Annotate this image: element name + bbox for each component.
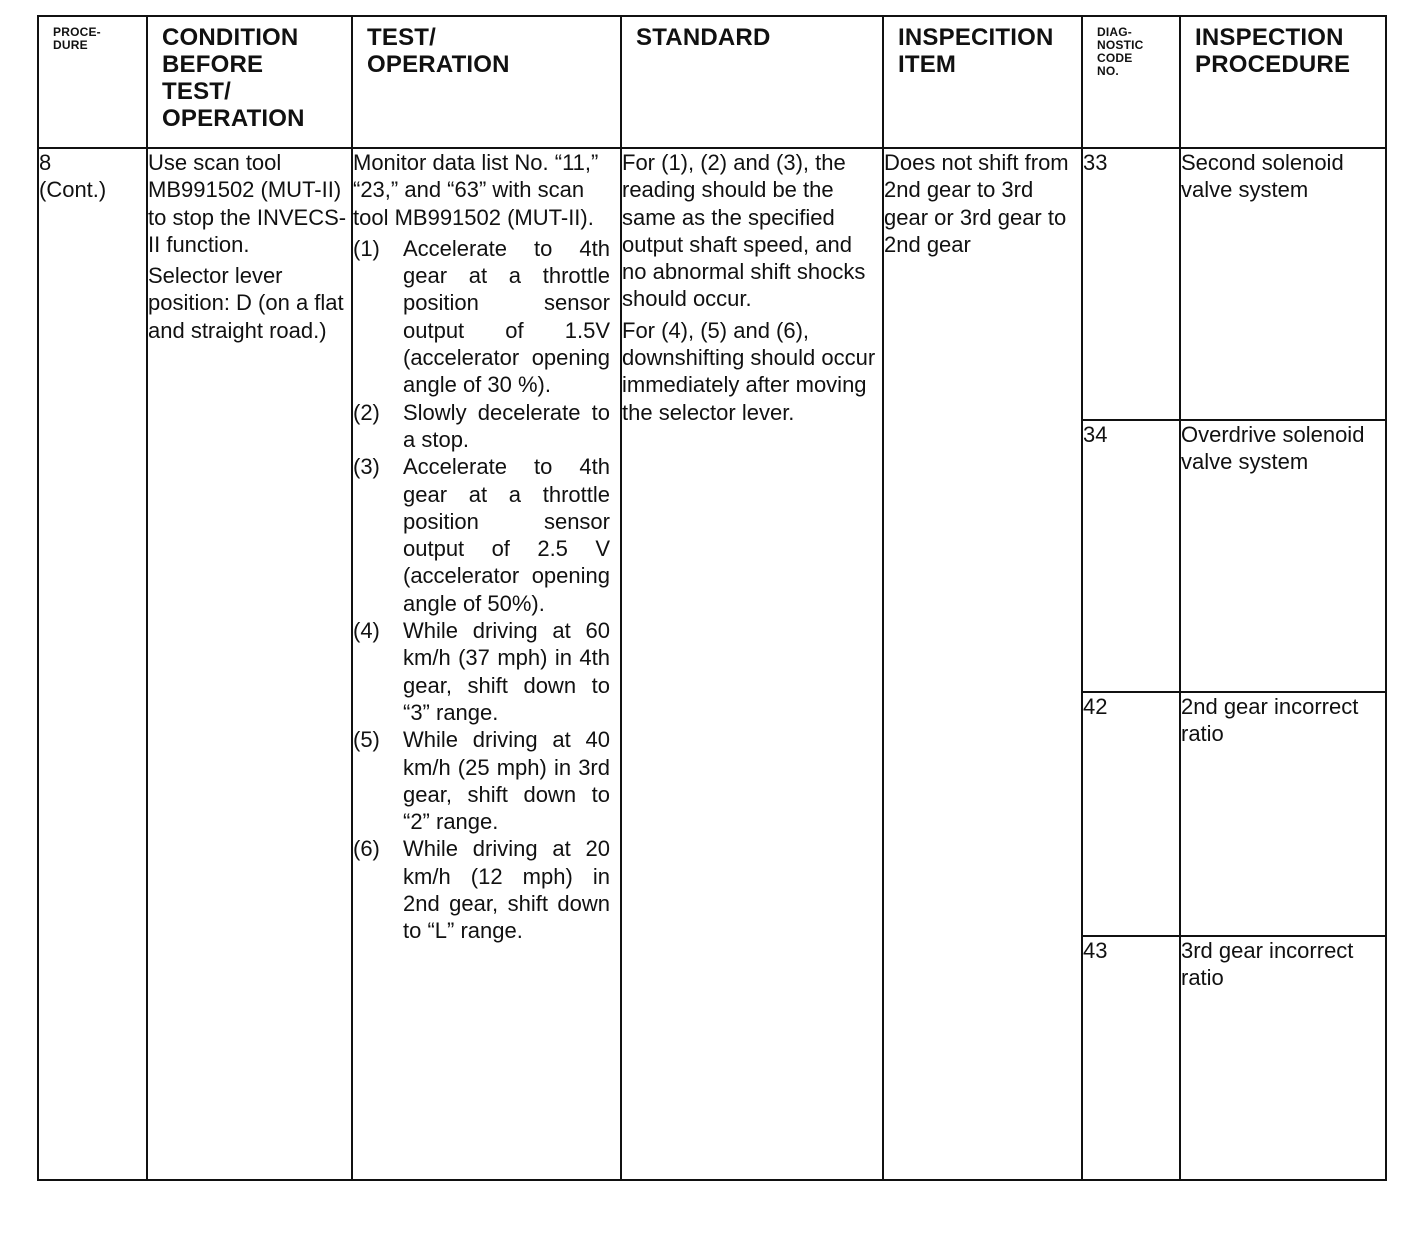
- diagnostic-code-cell: 42: [1082, 692, 1180, 936]
- header-condition: CONDITION BEFORE TEST/ OPERATION: [147, 16, 352, 148]
- test-steps-list: [353, 235, 620, 945]
- list-item: (6) While driving at 20 km/h (12 mph) in 2nd gear, shift down to “L” range.: [353, 836, 610, 944]
- header-test-operation: TEST/ OPERATION: [352, 16, 621, 148]
- list-item: (2) Slowly decelerate to a stop.: [353, 399, 610, 452]
- table-row: [38, 148, 1386, 420]
- procedure-number-cell: 8 (Cont.): [38, 148, 147, 1180]
- inspection-procedure-cell: 2nd gear incorrect ratio: [1180, 692, 1386, 936]
- diagnostic-code-cell: 34: [1082, 420, 1180, 692]
- header-row: [38, 16, 1386, 148]
- list-item: (1) Accelerate to 4th gear at a throttle position sensor output of 1.5V (accelerator opening angle of 30 %).: [353, 235, 610, 398]
- list-item: (5) While driving at 40 km/h (25 mph) in 3rd gear, shift down to “2” range.: [353, 727, 610, 835]
- inspection-item-cell: Does not shift from 2nd gear to 3rd gear or 3rd gear to 2nd gear: [883, 148, 1082, 1180]
- test-operation-cell: Monitor data list No. “11,” “23,” and “63” with scan tool MB991502 (MUT-II). (1) Accelerate to 4th gear at a throttle position sensor output of 1.5V (accelerator opening angle of 30 %). (2) Slowly decelerate to a stop. (3) Accelerate to 4th gear at a throttle position sensor output of 2.5 V (accelerator opening angle of 50%). (4) While driving at 60 km/h (37 mph) in 4th gear, shift down to “3” range. (5) While driving at 40 km/h (25 mph) in 3rd gear, shift down to “2” range. (6) While driving at 20 km/h (12 mph) in 2nd gear, shift down to “L” range.: [352, 148, 621, 1180]
- diagnostic-code-cell: 43: [1082, 936, 1180, 1180]
- inspection-procedure-cell: 3rd gear incorrect ratio: [1180, 936, 1386, 1180]
- diagnostic-code-cell: 33: [1082, 148, 1180, 420]
- header-diagnostic-code: DIAG- NOSTIC CODE NO.: [1082, 16, 1180, 148]
- list-item: (3) Accelerate to 4th gear at a throttle position sensor output of 2.5 V (accelerator opening angle of 50%).: [353, 454, 610, 616]
- standard-cell: For (1), (2) and (3), the reading should be the same as the specified output shaft speed, and no abnormal shift shocks should occur. For (4), (5) and (6), downshifting should occur immediately after moving the selector lever.: [621, 148, 883, 1180]
- inspection-procedure-cell: Overdrive solenoid valve system: [1180, 420, 1386, 692]
- inspection-procedure-cell: Second solenoid valve system: [1180, 148, 1386, 420]
- procedure-table: [37, 15, 1387, 1181]
- header-standard: STANDARD: [621, 16, 883, 148]
- header-inspection-item: INSPECITION ITEM: [883, 16, 1082, 148]
- header-inspection-procedure: INSPECTION PROCEDURE: [1180, 16, 1386, 148]
- condition-cell: Use scan tool MB991502 (MUT-II) to stop the INVECS-II function. Selector lever position: D (on a flat and straight road.): [147, 148, 352, 1180]
- header-procedure: PROCE- DURE: [38, 16, 147, 148]
- list-item: (4) While driving at 60 km/h (37 mph) in 4th gear, shift down to “3” range.: [353, 618, 610, 725]
